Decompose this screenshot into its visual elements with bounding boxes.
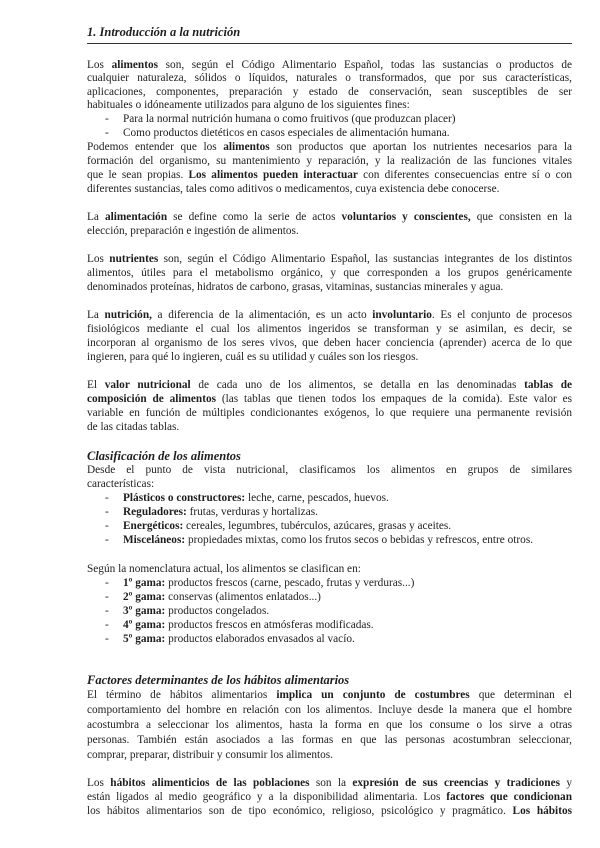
list-item: 5º gama: productos elaborados envasados al vacío. (123, 633, 355, 645)
intro-line-3: aplicaciones, componentes, preparación y estado de conservación, sean susceptibles de ser (87, 86, 572, 98)
bullet-dash: - (105, 113, 109, 125)
nutricion-line-2: fisiológicos mediante el cual los alimentos ingeridos se transforman y se asimilan, es decir, se (87, 323, 572, 335)
alimentacion-line-1: La alimentación se define como la serie de actos voluntarios y conscientes, que consisten en la (87, 211, 573, 223)
factores-line-8: los hábitos alimentarios son de tipo económico, religioso, psicológico y pragmático. Los hábitos (87, 805, 572, 817)
bullet-dash: - (105, 492, 109, 504)
intro-line-1: Los alimentos son, según el Código Alimentario Español, todas las sustancias o productos de (87, 59, 572, 71)
clasificacion-line-3: Según la nomenclatura actual, los alimentos se clasifican en: (87, 563, 361, 575)
factores-line-3: acostumbra a seleccionar los alimentos, hasta la forma en que los consume o los sirve a otras (87, 719, 572, 731)
list-item: Misceláneos: propiedades mixtas, como los frutos secos o bebidas y refrescos, entre otros. (123, 534, 534, 546)
intro-line-7: que le sean propias. Los alimentos pueden interactuar con diferentes consecuencias entre sí o con (87, 169, 572, 181)
nutrientes-line-3: denominados proteínas, hidratos de carbono, grasas, vitaminas, sustancias minerales y agua. (87, 281, 504, 293)
nutricion-line-4: ingieren, para qué lo ingieren, cuál es su utilidad y cuáles son los riesgos. (87, 351, 419, 363)
bullet-dash: - (105, 577, 109, 589)
factores-line-1: El término de hábitos alimentarios implica un conjunto de costumbres que determinan el (87, 689, 572, 701)
list-item: 4º gama: productos frescos en atmósferas modificadas. (123, 619, 374, 631)
factores-line-2: comportamiento del hombre en relación con los alimentos. Incluye desde la manera que el hombre (87, 704, 572, 716)
clasificacion-line-2: características: (87, 478, 155, 490)
nutricion-line-1: La nutrición, a diferencia de la alimentación, es un acto involuntario. Es el conjunto de procesos (87, 309, 572, 321)
title-underline (87, 43, 572, 44)
nutrientes-line-2: alimentos, útiles para el metabolismo orgánico, y que corresponden a los grupos genéricamente (87, 267, 572, 279)
list-item: Como productos dietéticos en casos especiales de alimentación humana. (123, 127, 450, 139)
factores-heading: Factores determinantes de los hábitos alimentarios (87, 673, 350, 687)
list-item: Plásticos o constructores: leche, carne, pescados, huevos. (123, 492, 389, 504)
bullet-dash: - (105, 605, 109, 617)
clasificacion-line-1: Desde el punto de vista nutricional, clasificamos los alimentos en grupos de similares (87, 464, 572, 476)
bullet-dash: - (105, 520, 109, 532)
factores-line-4: personas. También están asociados a las formas en que las personas acostumbran seleccionar, (87, 734, 572, 746)
intro-line-6: formación del organismo, su mantenimiento y reparación, y la realización de las funciones vitales (87, 155, 572, 167)
intro-line-4: habituales o idóneamente utilizados para alguno de los siguientes fines: (87, 99, 410, 111)
bullet-dash: - (105, 633, 109, 645)
bullet-dash: - (105, 506, 109, 518)
intro-line-8: diferentes sustancias, tales como aditivos o medicamentos, cuya existencia debe conocerse. (87, 183, 500, 195)
list-item: 2º gama: conservas (alimentos enlatados...) (123, 591, 321, 603)
valor-line-4: de las citadas tablas. (87, 421, 180, 433)
factores-line-6: Los hábitos alimenticios de las poblaciones son la expresión de sus creencias y tradiciones y (87, 777, 572, 789)
nutrientes-line-1: Los nutrientes son, según el Código Alimentario Español, las sustancias integrantes de los distintos (87, 253, 572, 265)
bullet-dash: - (105, 127, 109, 139)
list-item: Energéticos: cereales, legumbres, tubérculos, azúcares, grasas y aceites. (123, 520, 452, 532)
bullet-dash: - (105, 619, 109, 631)
bullet-dash: - (105, 591, 109, 603)
valor-line-1: El valor nutricional de cada uno de los alimentos, se detalla en las denominadas tablas de (87, 379, 572, 391)
list-item: 1º gama: productos frescos (carne, pescado, frutas y verduras...) (123, 577, 415, 589)
factores-line-7: están ligados al medio geográfico y a la disponibilidad alimentaria. Los factores que condicionan (87, 791, 572, 803)
intro-line-2: cualquier naturaleza, sólidos o líquidos, naturales o transformados, que por sus características, (87, 72, 572, 84)
list-item: Reguladores: frutas, verduras y hortalizas. (123, 506, 318, 518)
nutricion-line-3: incorporan al organismo de los seres vivos, que deben hacer conciencia (aprender) acerca de lo que (87, 337, 572, 349)
list-item: 3º gama: productos congelados. (123, 605, 270, 617)
alimentacion-line-2: elección, preparación e ingestión de alimentos. (87, 225, 299, 237)
valor-line-3: variable en función de múltiples condicionantes exógenos, lo que requiere una permanente revisión (87, 407, 572, 419)
section-title: 1. Introducción a la nutrición (87, 25, 241, 39)
factores-line-5: comprar, preparar, distribuir y consumir los alimentos. (87, 749, 333, 761)
list-item: Para la normal nutrición humana o como fruitivos (que produzcan placer) (123, 113, 456, 125)
intro-line-5: Podemos entender que los alimentos son productos que aportan los nutrientes necesarios para la (87, 141, 572, 153)
valor-line-2: composición de alimentos (las tablas que tienen todos los empaques de la comida). Este valor es (87, 393, 572, 405)
bullet-dash: - (105, 534, 109, 546)
clasificacion-heading: Clasificación de los alimentos (87, 449, 241, 463)
